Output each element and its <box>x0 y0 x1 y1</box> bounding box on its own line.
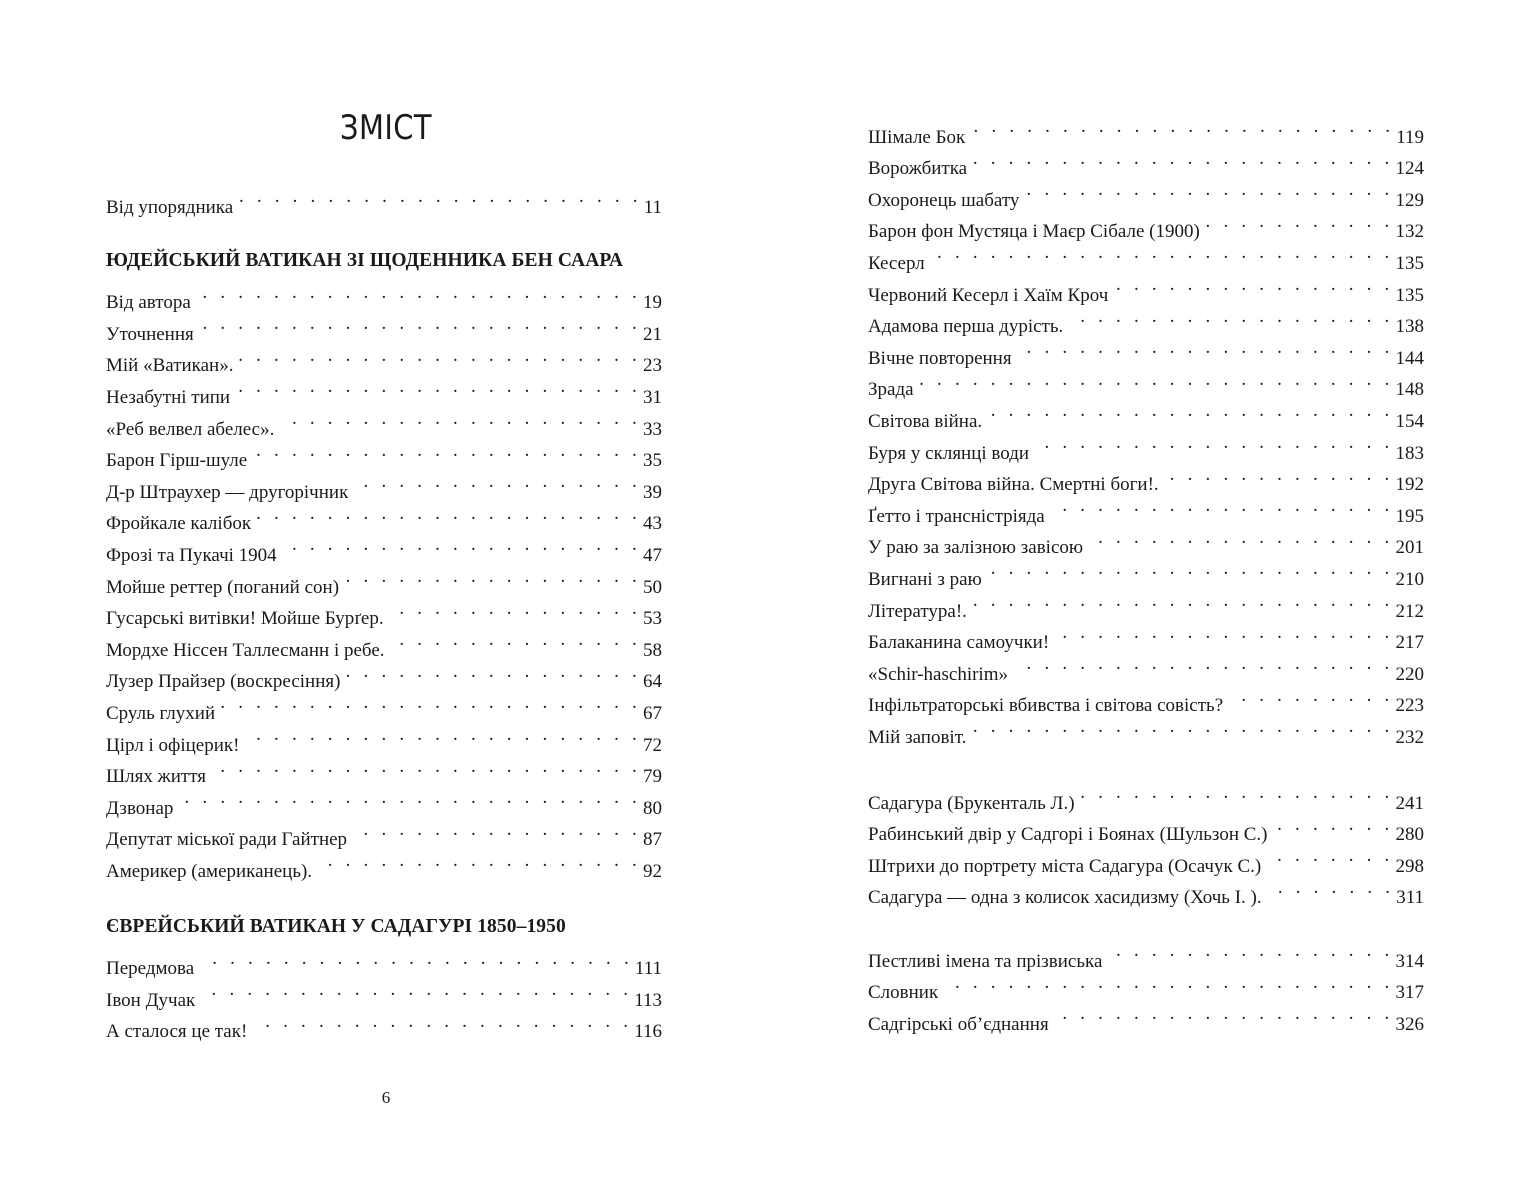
toc-entry-title: Передмова <box>106 958 195 980</box>
right-page <box>868 0 1424 1182</box>
toc-entry-page-number: 241 <box>1395 792 1424 814</box>
toc-entry-page-number: 201 <box>1395 537 1424 559</box>
dot-leader <box>973 585 1394 617</box>
toc-entry-page-number: 31 <box>643 386 662 408</box>
dot-leader <box>1274 809 1394 841</box>
toc-entry-title: Садагура (Брукенталь Л.) <box>868 792 1075 814</box>
dot-leader <box>346 656 641 688</box>
toc-entry <box>868 998 1424 1035</box>
toc-entry-page-number: 154 <box>1395 410 1424 432</box>
toc-entry-page-number: 50 <box>643 576 662 598</box>
toc-entry-page-number: 217 <box>1395 632 1424 654</box>
toc-entry-page-number: 135 <box>1395 252 1424 274</box>
dot-leader <box>391 624 641 656</box>
toc-entry-page-number: 183 <box>1395 442 1424 464</box>
toc-entry-title: Барон Гірш-шуле <box>106 450 248 472</box>
right-group1 <box>868 111 1424 748</box>
dot-leader <box>1035 427 1393 459</box>
dot-leader <box>253 1006 632 1038</box>
dot-leader <box>920 364 1394 396</box>
toc-entry-title: Дзвонар <box>106 797 174 819</box>
dot-leader <box>253 435 641 467</box>
toc-entry-title: Фрозі та Пукачі 1904 <box>106 544 277 566</box>
toc-entry-page-number: 39 <box>643 481 662 503</box>
toc-entry-title: У раю за залізною завісою <box>868 537 1084 559</box>
toc-entry-title: Світова війна. <box>868 410 983 432</box>
toc-entry-page-number: 326 <box>1395 1013 1424 1035</box>
toc-entry-page-number: 135 <box>1395 284 1424 306</box>
toc-entry <box>868 777 1424 814</box>
toc-entry-page-number: 21 <box>643 323 662 345</box>
toc-entry-title: Сруль глухий <box>106 702 216 724</box>
intro-block <box>106 181 662 218</box>
toc-entry-title: Друга Світова війна. Смертні боги!. <box>868 474 1159 496</box>
dot-leader <box>201 974 632 1006</box>
toc-entry-page-number: 280 <box>1395 824 1424 846</box>
toc-entry-title: Штрихи до портрету міста Садагура (Осачук С.) <box>868 855 1262 877</box>
toc-entry-title: Мій «Ватикан». <box>106 355 234 377</box>
toc-entry-title: Лузер Прайзер (воскресіння) <box>106 671 341 693</box>
section1-block <box>106 245 662 882</box>
toc-entry-title: Гусарські витівки! Мойше Бурґер. <box>106 608 384 630</box>
toc-entry-title: Шлях життя <box>106 766 207 788</box>
page-number: 6 <box>381 1088 391 1107</box>
toc-entry-page-number: 317 <box>1395 982 1424 1004</box>
toc-entry-page-number: 64 <box>643 671 662 693</box>
toc-entry-title: Америкер (американець). <box>106 860 313 882</box>
dot-leader <box>354 466 641 498</box>
right-group2 <box>868 777 1424 909</box>
toc-entry-page-number: 80 <box>643 797 662 819</box>
dot-leader <box>245 719 641 751</box>
toc-entry-page-number: 212 <box>1395 600 1424 622</box>
section2-list <box>106 943 662 1043</box>
toc-entry-page-number: 87 <box>643 829 662 851</box>
dot-leader <box>197 277 641 309</box>
toc-entry-title: «Реб велвел абелес». <box>106 418 275 440</box>
toc-title: ЗМІСТ <box>340 108 432 148</box>
toc-entry-page-number: 72 <box>643 734 662 756</box>
dot-leader <box>345 561 641 593</box>
toc-entry-title: Адамова перша дурість. <box>868 316 1064 338</box>
toc-entry-page-number: 43 <box>643 513 662 535</box>
toc-entry <box>106 181 662 218</box>
toc-entry-title: Зрада <box>868 379 914 401</box>
dot-leader <box>1165 459 1394 491</box>
toc-entry <box>106 277 662 314</box>
toc-entry-title: Література!. <box>868 600 967 622</box>
dot-leader <box>236 371 641 403</box>
toc-entry <box>106 814 662 851</box>
dot-leader <box>390 593 641 625</box>
dot-leader <box>1229 680 1393 712</box>
toc-entry-page-number: 11 <box>643 196 662 218</box>
dot-leader <box>972 711 1393 743</box>
dot-leader <box>239 181 642 213</box>
dot-leader <box>1267 840 1393 872</box>
toc-entry-title: Ворожбитка <box>868 158 968 180</box>
toc-entry-title: Мій заповіт. <box>868 726 967 748</box>
toc-entry-title: А сталося це так! <box>106 1021 248 1043</box>
toc-entry-page-number: 195 <box>1395 505 1424 527</box>
toc-entry-title: «Schir-haschirim» <box>868 663 1008 685</box>
toc-entry-title: Балаканина самоучки! <box>868 632 1050 654</box>
toc-entry-title: Червоний Кесерл і Хаїм Кроч <box>868 284 1109 306</box>
left-page <box>106 0 662 1182</box>
dot-leader <box>179 782 641 814</box>
dot-leader <box>1055 998 1394 1030</box>
toc-entry-title: Вигнані з раю <box>868 568 982 590</box>
section1-heading: ЮДЕЙСЬКИЙ ВАТИКАН ЗІ ЩОДЕННИКА БЕН СААРА <box>106 250 624 271</box>
dot-leader <box>212 751 641 783</box>
toc-entry-page-number: 19 <box>643 292 662 314</box>
dot-leader <box>1206 206 1394 238</box>
toc-entry-title: Пестливі імена та прізвиська <box>868 950 1103 972</box>
toc-entry-page-number: 119 <box>1396 126 1424 148</box>
toc-entry <box>106 782 662 819</box>
toc-entry <box>868 967 1424 1004</box>
section2-heading: ЄВРЕЙСЬКИЙ ВАТИКАН У САДАГУРІ 1850–1950 <box>106 916 566 937</box>
toc-entry-page-number: 67 <box>643 702 662 724</box>
toc-entry-page-number: 33 <box>643 418 662 440</box>
dot-leader <box>283 529 641 561</box>
toc-entry-page-number: 232 <box>1395 726 1424 748</box>
toc-entry-title: Мордхе Ніссен Таллесманн і ребе. <box>106 639 385 661</box>
dot-leader <box>318 845 641 877</box>
dot-leader <box>1089 522 1393 554</box>
toc-entry-page-number: 132 <box>1395 221 1424 243</box>
right-group3 <box>868 935 1424 1035</box>
dot-leader <box>1108 935 1393 967</box>
dot-leader <box>200 943 633 975</box>
toc-entry-title: Д-р Штраухер — другорічник <box>106 481 349 503</box>
toc-entry-title: Охоронець шабату <box>868 189 1020 211</box>
toc-entry-page-number: 129 <box>1395 189 1424 211</box>
toc-entry-title: Вічне повторення <box>868 347 1012 369</box>
toc-entry-page-number: 192 <box>1395 474 1424 496</box>
toc-entry-title: Від автора <box>106 292 191 314</box>
toc-entry-title: Садгірські об’єднання <box>868 1013 1049 1035</box>
dot-leader <box>1268 872 1395 904</box>
toc-entry-page-number: 47 <box>643 544 662 566</box>
toc-entry-title: Буря у склянці води <box>868 442 1030 464</box>
dot-leader <box>239 340 641 372</box>
dot-leader <box>971 111 1394 143</box>
toc-entry-page-number: 223 <box>1395 695 1424 717</box>
dot-leader <box>1055 617 1393 649</box>
toc-entry-page-number: 58 <box>643 639 662 661</box>
toc-entry-page-number: 35 <box>643 450 662 472</box>
toc-entry-title: Івон Дучак <box>106 989 196 1011</box>
dot-leader <box>1081 777 1394 809</box>
toc-entry-page-number: 148 <box>1395 379 1424 401</box>
toc-entry-page-number: 23 <box>643 355 662 377</box>
dot-leader <box>257 498 641 530</box>
toc-entry-page-number: 53 <box>643 608 662 630</box>
toc-entry-title: Незабутні типи <box>106 386 231 408</box>
section2-block <box>106 911 662 1043</box>
toc-entry-page-number: 298 <box>1395 855 1424 877</box>
toc-entry-title: Рабинський двір у Садгорі і Боянах (Шульзон С.) <box>868 824 1268 846</box>
toc-entry <box>868 269 1424 306</box>
dot-leader <box>1014 648 1394 680</box>
dot-leader <box>988 395 1393 427</box>
toc-entry-title: Інфільтраторські вбивства і світова совість? <box>868 695 1224 717</box>
toc-entry-title: Фройкале калібок <box>106 513 252 535</box>
toc-entry-page-number: 314 <box>1395 950 1424 972</box>
dot-leader <box>973 143 1393 175</box>
toc-entry-title: Цірл і офіцерик! <box>106 734 240 756</box>
toc-entry-page-number: 210 <box>1395 568 1424 590</box>
toc-entry-page-number: 79 <box>643 766 662 788</box>
toc-entry-page-number: 111 <box>634 958 662 980</box>
toc-entry <box>868 237 1424 274</box>
toc-entry-title: Барон фон Мустяца і Маєр Сібале (1900) <box>868 221 1200 243</box>
dot-leader <box>944 967 1393 999</box>
toc-entry-title: Словник <box>868 982 939 1004</box>
dot-leader <box>200 308 641 340</box>
toc-entry-page-number: 311 <box>1396 887 1424 909</box>
dot-leader <box>1018 332 1394 364</box>
toc-entry-title: Депутат міської ради Гайтнер <box>106 829 348 851</box>
dot-leader <box>353 814 641 846</box>
dot-leader <box>280 403 641 435</box>
dot-leader <box>988 553 1394 585</box>
toc-entry-page-number: 138 <box>1395 316 1424 338</box>
dot-leader <box>931 237 1394 269</box>
toc-entry-page-number: 220 <box>1395 663 1424 685</box>
toc-entry-title: Мойше реттер (поганий сон) <box>106 576 340 598</box>
dot-leader <box>1051 490 1394 522</box>
dot-leader <box>1114 269 1393 301</box>
toc-entry-page-number: 116 <box>634 1021 662 1043</box>
toc-entry-title: Ґетто і трансністріяда <box>868 505 1045 527</box>
section1-list <box>106 277 662 882</box>
toc-entry-title: Садагура — одна з колисок хасидизму (Хочь І. ). <box>868 887 1262 909</box>
dot-leader <box>1025 174 1393 206</box>
toc-entry <box>868 364 1424 401</box>
toc-entry-page-number: 92 <box>643 860 662 882</box>
toc-entry-title: Шімале Бок <box>868 126 966 148</box>
toc-entry <box>868 935 1424 972</box>
toc-entry-page-number: 113 <box>634 989 662 1011</box>
toc-entry-title: Від упорядника <box>106 196 234 218</box>
toc-entry-page-number: 144 <box>1395 347 1424 369</box>
dot-leader <box>221 687 641 719</box>
dot-leader <box>1069 301 1393 333</box>
toc-entry-page-number: 124 <box>1395 158 1424 180</box>
toc-entry <box>106 943 662 980</box>
toc-entry <box>868 111 1424 148</box>
toc-entry-title: Уточнення <box>106 323 194 345</box>
toc-entry-title: Кесерл <box>868 252 925 274</box>
toc-entry <box>868 395 1424 432</box>
